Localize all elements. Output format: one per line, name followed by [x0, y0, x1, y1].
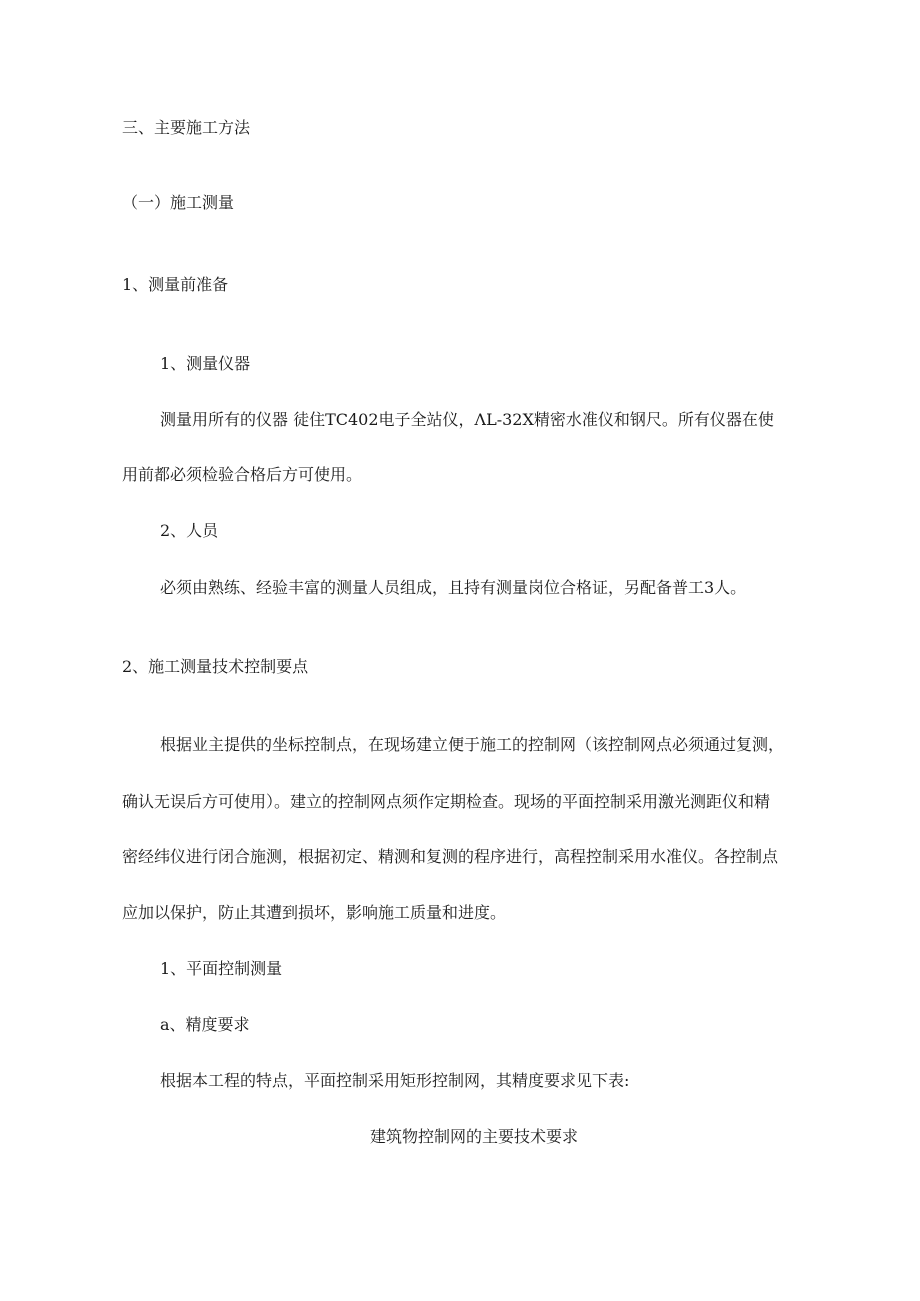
item2-1-a-title: a、精度要求: [160, 1015, 250, 1034]
item1-1-text-line1: 测量用所有的仪器 徒住TC402电子全站仪，ΛL-32X精密水准仪和钢尺。所有仪器在使: [160, 410, 774, 429]
item1-1-title: 1、测量仪器: [160, 354, 251, 373]
table-caption: 建筑物控制网的主要技术要求: [370, 1127, 579, 1146]
section-title: 三、主要施工方法: [122, 118, 251, 137]
item1-2-title: 2、人员: [160, 521, 219, 540]
item2-1-title: 1、平面控制测量: [160, 959, 283, 978]
item1-1-text-line2: 用前都必须检验合格后方可使用。: [122, 465, 363, 484]
subsection-title: （一）施工测量: [122, 193, 235, 212]
item2-title: 2、施工测量技术控制要点: [122, 657, 309, 676]
item2-text-line3: 密经纬仪进行闭合施测，根据初定、精测和复测的程序进行，高程控制采用水准仪。各控制点: [122, 847, 779, 866]
item1-2-text: 必须由熟练、经验丰富的测量人员组成，且持有测量岗位合格证，另配备普工3人。: [160, 578, 747, 597]
item2-text-line2: 确认无误后方可使用）。建立的控制网点须作定期检查。现场的平面控制采用激光测距仪和精: [122, 792, 771, 811]
item2-text-line4: 应加以保护，防止其遭到损坏，影响施工质量和进度。: [122, 903, 507, 922]
item2-text-line1: 根据业主提供的坐标控制点，在现场建立便于施工的控制网（该控制网点必须通过复测，: [160, 735, 785, 754]
item2-1-a-text: 根据本工程的特点，平面控制采用矩形控制网，其精度要求见下表:: [160, 1071, 630, 1090]
item1-title: 1、测量前准备: [122, 275, 229, 294]
